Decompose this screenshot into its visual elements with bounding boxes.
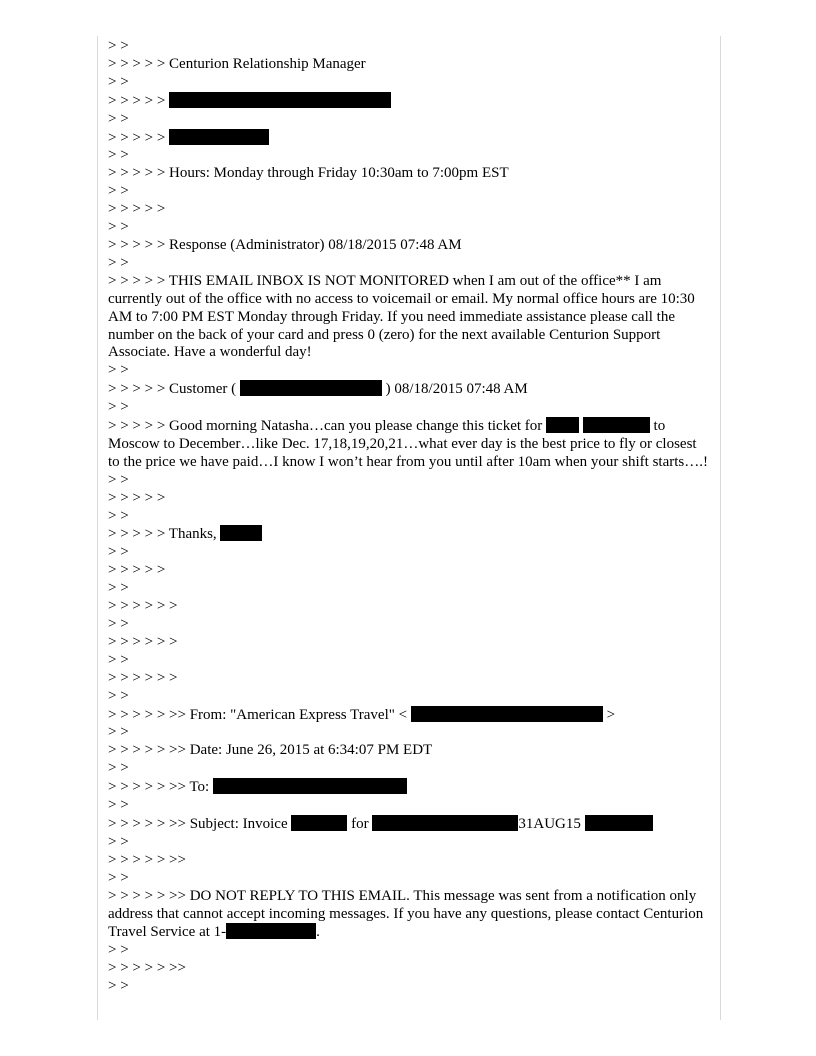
subject-line — [108, 815, 708, 834]
quote-line: > > > > > — [108, 562, 166, 579]
redaction-block — [220, 525, 262, 541]
quote-line: > > — [108, 507, 129, 524]
no-reply-paragraph — [108, 888, 708, 943]
redaction-block — [291, 815, 347, 831]
redaction-block — [240, 380, 382, 396]
message-text-rest: Moscow to December…like Dec. 17,18,19,20,21…what ever day is the best price to fly or closest to the price we have paid…I know I won’t hear from you until after 10am when your shift starts….! — [108, 435, 708, 470]
redaction-block — [169, 129, 269, 145]
quote-line: > > — [108, 978, 129, 995]
thanks-text: > > > > > Thanks, — [108, 526, 217, 543]
message-text-to: to — [653, 418, 666, 435]
quote-line: > > — [108, 833, 129, 850]
quote-line: > > — [108, 687, 129, 704]
quote-line: > > — [108, 869, 129, 886]
redaction-block — [372, 815, 518, 831]
no-reply-period: . — [316, 924, 320, 941]
date-line: > > > > > >> Date: June 26, 2015 at 6:34:07 PM EDT — [108, 742, 433, 759]
quote-line: > > > > > — [108, 489, 166, 506]
from-line — [108, 706, 708, 725]
quote-prefix: > > > > > — [108, 129, 166, 146]
quote-line: > > > > > > — [108, 598, 178, 615]
quote-line: > > — [108, 219, 129, 236]
quote-prefix: > > > > > — [108, 92, 166, 109]
customer-message-paragraph — [108, 417, 708, 472]
quote-line: > > — [108, 471, 129, 488]
from-suffix: > — [606, 706, 616, 723]
quote-line: > > — [108, 362, 129, 379]
quote-line: > > — [108, 544, 129, 561]
quote-line: > > > > > >> — [108, 851, 186, 868]
quote-line: > > — [108, 724, 129, 741]
quote-line: > > — [108, 616, 129, 632]
to-prefix: > > > > > >> To: — [108, 779, 210, 796]
redaction-block — [546, 417, 579, 433]
to-line — [108, 778, 708, 797]
quote-line: > > — [108, 797, 129, 814]
redaction-block — [226, 923, 316, 939]
subject-for: for — [351, 815, 369, 832]
redaction-block — [585, 815, 653, 831]
customer-prefix: > > > > > Customer ( — [108, 381, 237, 398]
quote-line: > > — [108, 580, 129, 597]
redaction-block — [583, 417, 650, 433]
from-prefix: > > > > > >> From: "American Express Travel" < — [108, 706, 408, 723]
redaction-block — [213, 778, 407, 794]
quote-line: > > — [108, 38, 129, 54]
quote-line: > > > > > > — [108, 633, 178, 650]
redacted-line — [108, 92, 708, 111]
hours-line: > > > > > Hours: Monday through Friday 10:30am to 7:00pm EST — [108, 165, 509, 182]
customer-header-line — [108, 380, 708, 399]
subject-date: 31AUG15 — [518, 815, 581, 832]
signature-title-line: > > > > > Centurion Relationship Manager — [108, 55, 366, 72]
quote-line: > > > > > — [108, 201, 166, 218]
thanks-line — [108, 525, 708, 544]
redaction-block — [411, 706, 603, 722]
no-reply-text: > > > > > >> DO NOT REPLY TO THIS EMAIL. This message was sent from a notification only address that cannot accept incoming messages. If you have any questions, please contact Centurion Travel Service at 1- — [108, 887, 704, 941]
quote-line: > > — [108, 183, 129, 200]
auto-reply-paragraph: > > > > > THIS EMAIL INBOX IS NOT MONITORED when I am out of the office** I am currently out of the office with no access to voicemail or email. My normal office hours are 10:30 AM to 7:00 PM EST Monday through Friday. If you need immediate assistance please call the number on the back of your card and press 0 (zero) for the next available Centurion Support Associate. Have a wonderful day! — [108, 272, 695, 361]
email-thread-body — [108, 38, 708, 996]
redacted-line — [108, 129, 708, 148]
quote-line: > > — [108, 110, 129, 127]
quote-line: > > — [108, 942, 129, 959]
subject-prefix: > > > > > >> Subject: Invoice — [108, 815, 288, 832]
quote-line: > > > > > > — [108, 669, 178, 686]
customer-timestamp: ) 08/18/2015 07:48 AM — [385, 381, 528, 398]
quote-line: > > — [108, 147, 129, 164]
quote-line: > > — [108, 254, 129, 271]
quote-line: > > > > > >> — [108, 960, 186, 977]
redaction-block — [169, 92, 391, 108]
message-text-start: > > > > > Good morning Natasha…can you please change this ticket for — [108, 418, 543, 435]
quote-line: > > — [108, 399, 129, 416]
quote-line: > > — [108, 73, 129, 90]
quote-line: > > — [108, 651, 129, 668]
quote-line: > > — [108, 760, 129, 777]
response-header-line: > > > > > Response (Administrator) 08/18/2015 07:48 AM — [108, 236, 462, 253]
